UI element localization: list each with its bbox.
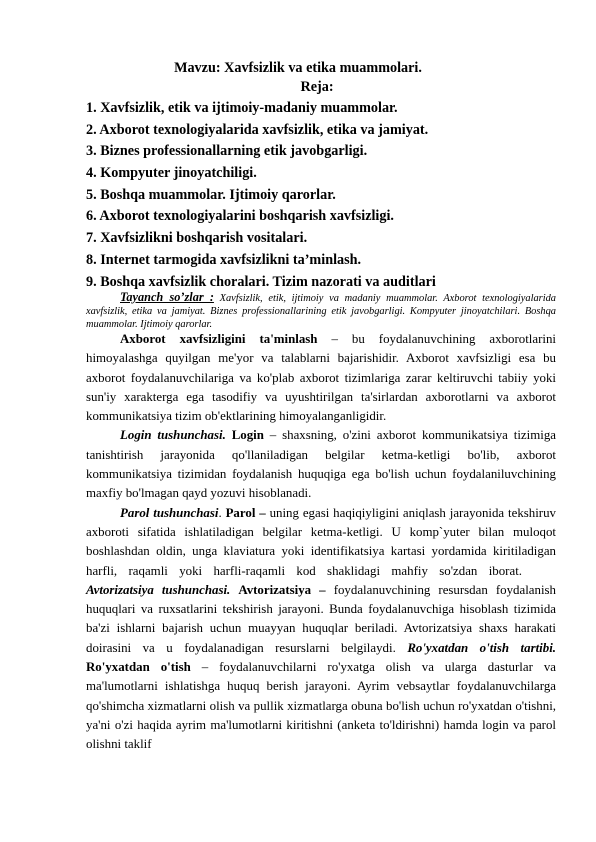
heading-parol-punct: .	[218, 505, 222, 520]
plan-item: 3. Biznes professionallarning etik javobgarligi.	[86, 143, 368, 160]
heading-parol: Parol tushunchasi	[120, 505, 219, 520]
paragraph-text: – shaxsning, o'zini axborot kommunikatsiya tizimiga tanishtirish jarayonida qo'llaniladigan belgilar ketma-ketligi bo'lib, axborot kommunikatsiya tizimidan foydalanish huquqiga ega bo'lish uchun foydalaniluvchining maxfiy bo'lmagan qayd yozuvi hisoblanadi.	[86, 428, 556, 501]
plan-item: 1. Xavfsizlik, etik va ijtimoiy-madaniy muammolar.	[86, 100, 398, 116]
keywords-label: Tayanch so’zlar :	[120, 290, 214, 304]
paragraph-login	[86, 426, 556, 503]
plan-list	[86, 98, 436, 293]
term-royxatdan-otish: Ro'yxatdan o'tish	[86, 660, 191, 675]
keywords-text: Xavfsizlik, etik, ijtimoiy va madaniy muammolar. Axborot texnologiyalarida xavfsizlik, etika va jamiyat. Biznes professionallarining etik javobgarligi. Kompyuter jinoyatchilari. Boshqa muammolar. Ijtimoiy qarorlar.	[86, 293, 556, 331]
term-parol: Parol –	[225, 505, 266, 520]
plan-item: 9. Boshqa xavfsizlik choralari. Tizim nazorati va auditlari	[86, 273, 436, 290]
plan-item: 4. Kompyuter jinoyatchiligi.	[86, 165, 257, 182]
body-text	[86, 330, 556, 755]
paragraph-axborot-xavfsizligi	[86, 330, 556, 426]
plan-item: 5. Boshqa muammolar. Ijtimoiy qarorlar.	[86, 186, 336, 203]
plan-heading: Reja:	[300, 79, 334, 95]
heading-avtorizatsiya: Avtorizatsiya tushunchasi.	[86, 582, 231, 597]
plan-item: 6. Axborot texnologiyalarini boshqarish xavfsizligi.	[86, 208, 394, 225]
paragraph-parol	[86, 504, 556, 755]
plan-item: 2. Axborot texnologiyalarida xavfsizlik, etika va jamiyat.	[86, 121, 429, 138]
paragraph-text: foydalanuvchining resursdan foydalanish huquqlari va ruxsatlarini tekshirish jarayoni. Bunda foydalanuvchiga hisoblash tizimida ba'zi ishlarni bajarish uchun muayyan huquqlar beriladi. Avtorizatsiya shaxs harakati doirasini va u foydalanadigan resurslarni belgilaydi.	[86, 582, 556, 655]
paragraph-text: – foydalanuvchilarni ro'yxatga olish va ularga dasturlar va ma'lumotlarni ishlatishga huquq berish jarayoni. Ayrim vebsaytlar foydalanuvchilarga qo'shimcha xizmatlarni olish va pullik xizmatlarga obuna bo'lish uchun ro'yxatdan o'tishni, ya'ni o'zi haqida ayrim ma'lumotlarni kiritishni (anketa to'ldirishni) hamda login va parol olishni taklif	[86, 660, 557, 752]
heading-royxatdan-otish: Ro'yxatdan o'tish tartibi.	[407, 640, 556, 655]
heading-login: Login tushunchasi.	[120, 428, 226, 443]
term-axborot-xavfsizligi: Axborot xavfsizligini ta'minlash	[120, 332, 318, 346]
term-avtorizatsiya: Avtorizatsiya –	[238, 582, 326, 597]
paragraph-text: uning egasi haqiqiyligini aniqlash jarayonida tekshiruv axboroti sifatida ishlatiladigan belgilar ketma-ketligi. U komp`yuter bilan muloqot boshlashdan oldin, unga klaviatura yoki identifikatsiya kartasi yordamida kiritiladigan harfli, raqamli yoki harfli-raqamli kod shaklidagi mahfiy so'zdan iborat.	[86, 505, 556, 578]
document-title: Mavzu: Xavfsizlik va etika muammolari.	[174, 60, 422, 76]
term-login: Login	[231, 428, 264, 443]
keywords-section	[86, 291, 556, 332]
paragraph-text: – bu foydalanuvchining axborotlarini himoyalashga quyilgan me'yor va talablarni bajarishidir. Axborot xavfsizligi esa bu axborot foydalanuvchilariga va ko'plab axborot tizimlariga zarar keltiruvchi tabiiy yoki sun'iy xarakterga ega tasodifiy va uyushtirilgan ta'sirlardan axborotlarni va axborot kommunikatsiya tizim ob'ektlarining himoyalanganligidir.	[86, 332, 556, 424]
plan-item: 7. Xavfsizlikni boshqarish vositalari.	[86, 230, 308, 247]
plan-item: 8. Internet tarmogida xavfsizlikni ta’minlash.	[86, 251, 362, 268]
